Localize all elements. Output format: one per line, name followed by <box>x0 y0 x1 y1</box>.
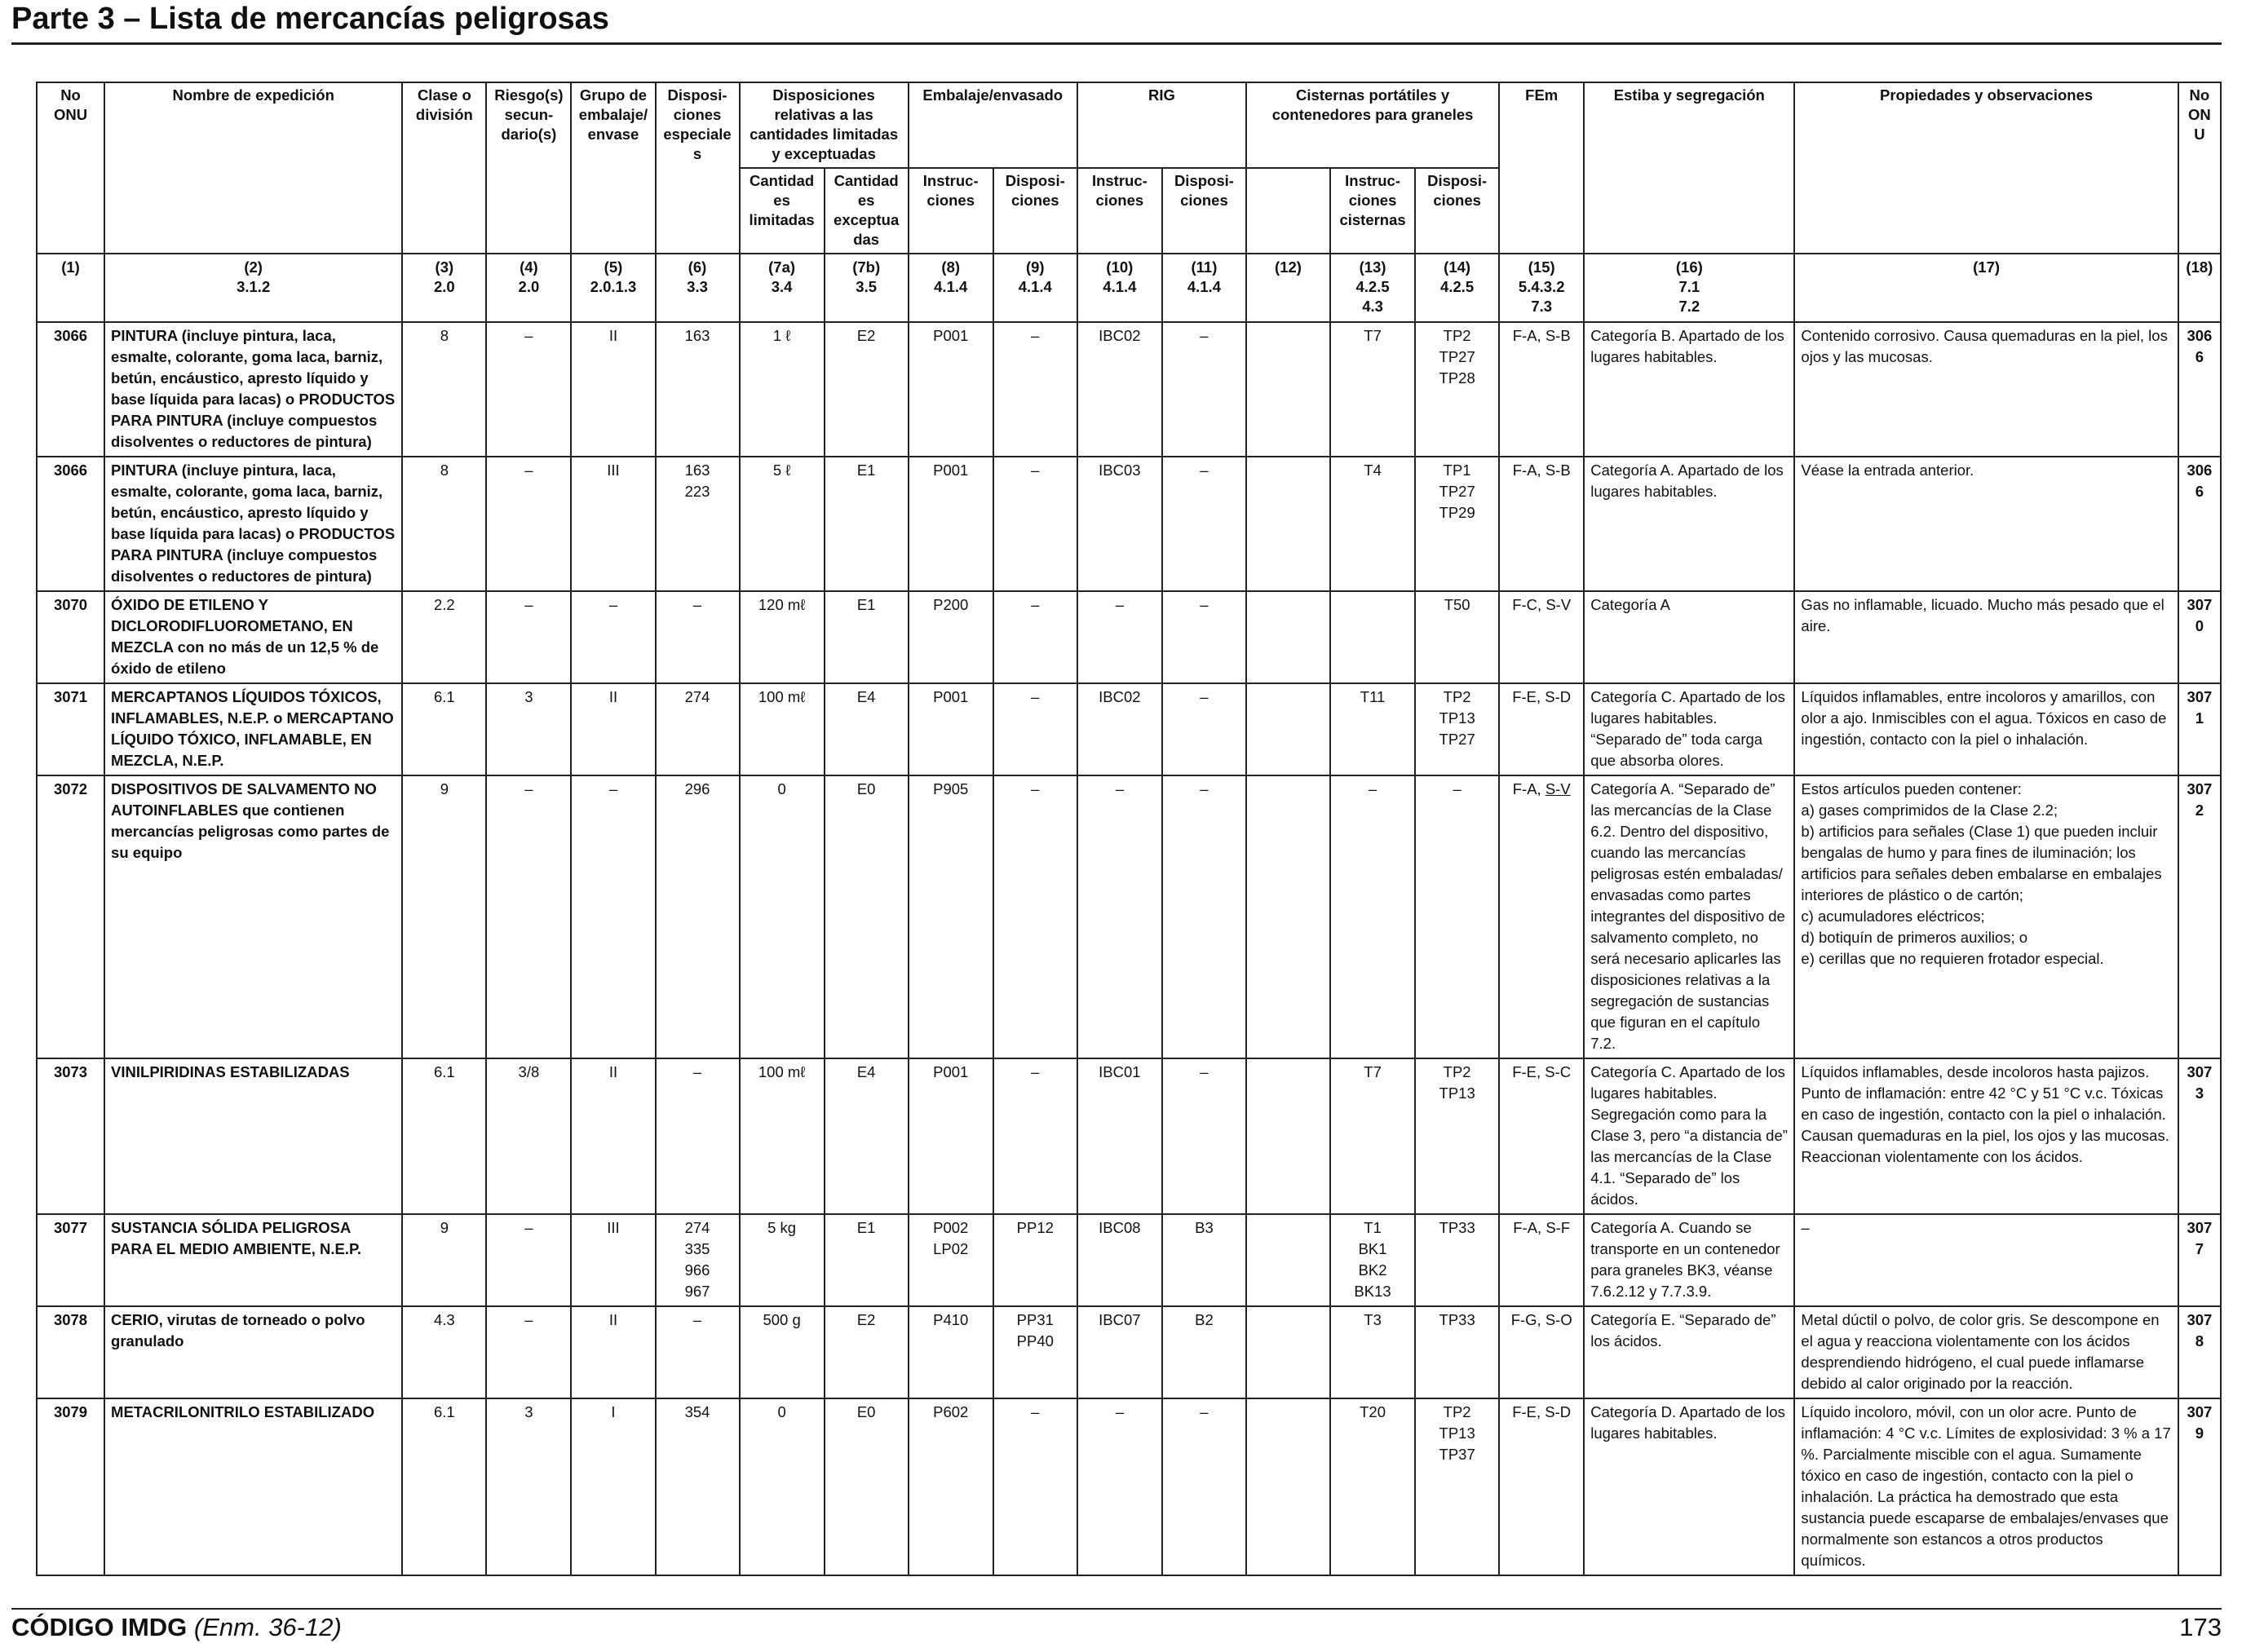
cell-col-12 <box>1246 1214 1330 1306</box>
cell-class: 9 <box>402 775 486 1058</box>
cell-class: 4.3 <box>402 1306 486 1398</box>
cell-tank-provisions: TP2 TP27 TP28 <box>1415 322 1499 457</box>
footer-code-title: CÓDIGO IMDG <box>11 1613 188 1641</box>
table-row <box>37 1398 2221 1575</box>
cell-subsidiary-risk: 3 <box>486 1398 571 1575</box>
cell-col-12 <box>1246 1398 1330 1575</box>
cell-un-number: 3066 <box>37 322 104 457</box>
cell-un-number: 3066 <box>37 457 104 591</box>
column-ref-9: (8) 4.1.4 <box>909 254 993 322</box>
table-row <box>37 1058 2221 1214</box>
header-col-12-empty <box>1246 168 1330 254</box>
cell-stowage-segregation: Categoría D. Apartado de los lugares habitables. <box>1584 1398 1794 1575</box>
cell-packing-provisions: PP12 <box>993 1214 1077 1306</box>
cell-class: 8 <box>402 457 486 591</box>
cell-stowage-segregation: Categoría C. Apartado de los lugares habitables. Segregación como para la Clase 3, pero “a distancia de” las mercancías de la Clase 4.1. “Separado de” los ácidos. <box>1584 1058 1794 1214</box>
cell-col-12 <box>1246 591 1330 683</box>
cell-packing-provisions: – <box>993 322 1077 457</box>
cell-packing-instructions: P001 <box>909 322 993 457</box>
table-row <box>37 591 2221 683</box>
cell-shipping-name: VINILPIRIDINAS ESTABILIZADAS <box>104 1058 402 1214</box>
cell-packing-group: III <box>571 457 655 591</box>
cell-packing-provisions: – <box>993 591 1077 683</box>
table-row <box>37 322 2221 457</box>
table-row <box>37 457 2221 591</box>
cell-packing-provisions: – <box>993 1398 1077 1575</box>
cell-un-number: 3078 <box>37 1306 104 1398</box>
page-title: Parte 3 – Lista de mercancías peligrosas <box>11 2 609 36</box>
cell-packing-group: II <box>571 322 655 457</box>
header-fem: FEm <box>1499 82 1584 254</box>
cell-excepted-quantity: E1 <box>825 1214 909 1306</box>
cell-packing-provisions: PP31 PP40 <box>993 1306 1077 1398</box>
cell-subsidiary-risk: – <box>486 1214 571 1306</box>
cell-packing-instructions: P602 <box>909 1398 993 1575</box>
cell-packing-group: II <box>571 1058 655 1214</box>
cell-un-number: 3070 <box>37 591 104 683</box>
table-row <box>37 1214 2221 1306</box>
column-ref-7: (7a) 3.4 <box>740 254 825 322</box>
cell-un-number-right: 3066 <box>2178 322 2221 457</box>
cell-stowage-segregation: Categoría C. Apartado de los lugares habitables. “Separado de” toda carga que absorba olores. <box>1584 683 1794 775</box>
column-ref-18: (17) <box>1794 254 2178 322</box>
cell-ibc-instructions: IBC02 <box>1077 683 1162 775</box>
cell-un-number: 3073 <box>37 1058 104 1214</box>
header-rig-disposiciones: Disposi-ciones <box>1162 168 1246 254</box>
shipping-name-proper: ÓXIDO DE ETILENO Y DICLORODIFLUOROMETANO, EN MEZCLA <box>111 596 353 656</box>
cell-un-number-right: 3077 <box>2178 1214 2221 1306</box>
cell-excepted-quantity: E4 <box>825 683 909 775</box>
title-rule <box>11 42 2222 45</box>
cell-class: 6.1 <box>402 1398 486 1575</box>
table-row <box>37 683 2221 775</box>
header-cant-limitadas: Cantidades limitadas <box>740 168 825 254</box>
header-embalaje-instrucciones: Instruc-ciones <box>909 168 993 254</box>
cell-limited-quantity: 500 g <box>740 1306 825 1398</box>
cell-un-number-right: 3066 <box>2178 457 2221 591</box>
cell-tank-instructions: T7 <box>1330 322 1415 457</box>
cell-packing-group: I <box>571 1398 655 1575</box>
cell-packing-instructions: P001 <box>909 457 993 591</box>
shipping-name-qualifier: con no más de un 12,5 % de óxido de etileno <box>111 638 379 677</box>
cell-tank-provisions: TP33 <box>1415 1306 1499 1398</box>
cell-special-provisions: – <box>656 1306 740 1398</box>
column-ref-5: (5) 2.0.1.3 <box>571 254 655 322</box>
cell-limited-quantity: 0 <box>740 1398 825 1575</box>
cell-packing-group: II <box>571 683 655 775</box>
column-ref-14: (13) 4.2.5 4.3 <box>1330 254 1415 322</box>
cell-ibc-instructions: IBC01 <box>1077 1058 1162 1214</box>
cell-tank-provisions: TP33 <box>1415 1214 1499 1306</box>
cell-shipping-name: METACRILONITRILO ESTABILIZADO <box>104 1398 402 1575</box>
cell-ibc-instructions: IBC03 <box>1077 457 1162 591</box>
cell-packing-provisions: – <box>993 683 1077 775</box>
cell-shipping-name <box>104 591 402 683</box>
cell-col-12 <box>1246 322 1330 457</box>
table-row <box>37 1306 2221 1398</box>
cell-subsidiary-risk: – <box>486 775 571 1058</box>
cell-tank-provisions: T50 <box>1415 591 1499 683</box>
shipping-name-qualifier: , virutas de torneado o polvo granulado <box>111 1311 365 1349</box>
cell-special-provisions: 274 <box>656 683 740 775</box>
cell-shipping-name: MERCAPTANOS LÍQUIDOS TÓXICOS, INFLAMABLES, N.E.P. o MERCAPTANO LÍQUIDO TÓXICO, INFLAMABLE, EN MEZCLA, N.E.P. <box>104 683 402 775</box>
cell-un-number-right: 3071 <box>2178 683 2221 775</box>
cell-packing-instructions: P905 <box>909 775 993 1058</box>
cell-tank-instructions: T11 <box>1330 683 1415 775</box>
cell-ems: F-G, S-O <box>1499 1306 1584 1398</box>
column-ref-16: (15) 5.4.3.2 7.3 <box>1499 254 1584 322</box>
cell-properties: Metal dúctil o polvo, de color gris. Se descompone en el agua y reacciona violentamente con los ácidos desprendiendo hidrógeno, el cual puede inflamarse debido al calor originado por la reacción. <box>1794 1306 2178 1398</box>
cell-col-12 <box>1246 1306 1330 1398</box>
header-clase: Clase o división <box>402 82 486 254</box>
cell-packing-group: – <box>571 591 655 683</box>
header-rig-group: RIG <box>1077 82 1246 168</box>
cell-tank-provisions: TP1 TP27 TP29 <box>1415 457 1499 591</box>
cell-limited-quantity: 5 kg <box>740 1214 825 1306</box>
footer-rule <box>11 1608 2222 1610</box>
cell-excepted-quantity: E1 <box>825 457 909 591</box>
cell-excepted-quantity: E2 <box>825 1306 909 1398</box>
cell-special-provisions: 163 223 <box>656 457 740 591</box>
cell-ems: F-A, S-F <box>1499 1214 1584 1306</box>
cell-limited-quantity: 120 mℓ <box>740 591 825 683</box>
cell-ibc-instructions: IBC02 <box>1077 322 1162 457</box>
cell-class: 8 <box>402 322 486 457</box>
column-ref-12: (11) 4.1.4 <box>1162 254 1246 322</box>
dangerous-goods-table <box>36 82 2222 1576</box>
cell-ibc-provisions: B3 <box>1162 1214 1246 1306</box>
cell-ems: F-A, S-V <box>1499 775 1584 1058</box>
cell-col-12 <box>1246 775 1330 1058</box>
cell-tank-provisions: TP2 TP13 <box>1415 1058 1499 1214</box>
header-riesgo: Riesgo(s) secun-dario(s) <box>486 82 571 254</box>
page-number: 173 <box>2179 1613 2222 1641</box>
column-ref-1: (1) <box>37 254 104 322</box>
cell-stowage-segregation: Categoría B. Apartado de los lugares habitables. <box>1584 322 1794 457</box>
cell-col-12 <box>1246 457 1330 591</box>
column-ref-13: (12) <box>1246 254 1330 322</box>
cell-subsidiary-risk: 3 <box>486 683 571 775</box>
cell-properties: Líquido incoloro, móvil, con un olor acre. Punto de inflamación: 4 °C v.c. Límites de explosividad: 3 % a 17 %. Parcialmente miscible con el agua. Sumamente tóxico en caso de ingestión, contacto con la piel o inhalación. La práctica ha demostrado que esta sustancia puede escaparse de embalajes/envases que normalmente son estancos a otros productos químicos. <box>1794 1398 2178 1575</box>
column-ref-17: (16) 7.1 7.2 <box>1584 254 1794 322</box>
cell-subsidiary-risk: – <box>486 591 571 683</box>
cell-properties: Líquidos inflamables, entre incoloros y amarillos, con olor a ajo. Inmiscibles con el agua. Tóxicos en caso de ingestión, contacto con la piel o inhalación. <box>1794 683 2178 775</box>
header-propiedades: Propiedades y observaciones <box>1794 82 2178 254</box>
cell-properties: Líquidos inflamables, desde incoloros hasta pajizos. Punto de inflamación: entre 42 °C y 51 °C v.c. Tóxicas en caso de ingestión, contacto con la piel o inhalación. Causan quemaduras en la piel, los ojos y las mucosas. Reaccionan violentamente con los ácidos. <box>1794 1058 2178 1214</box>
footer-amendment: (Enm. 36-12) <box>193 1613 342 1641</box>
cell-ems: F-A, S-B <box>1499 322 1584 457</box>
cell-special-provisions: 274 335 966 967 <box>656 1214 740 1306</box>
cell-limited-quantity: 100 mℓ <box>740 1058 825 1214</box>
cell-un-number-right: 3072 <box>2178 775 2221 1058</box>
column-reference-row <box>37 254 2221 322</box>
cell-un-number-right: 3078 <box>2178 1306 2221 1398</box>
cell-shipping-name: SUSTANCIA SÓLIDA PELIGROSA PARA EL MEDIO AMBIENTE, N.E.P. <box>104 1214 402 1306</box>
header-grupo: Grupo de embalaje/ envase <box>571 82 655 254</box>
cell-tank-provisions: TP2 TP13 TP37 <box>1415 1398 1499 1575</box>
cell-ems: F-E, S-C <box>1499 1058 1584 1214</box>
cell-ibc-provisions: – <box>1162 775 1246 1058</box>
cell-limited-quantity: 1 ℓ <box>740 322 825 457</box>
cell-packing-provisions: – <box>993 775 1077 1058</box>
cell-packing-group: – <box>571 775 655 1058</box>
cell-stowage-segregation: Categoría A <box>1584 591 1794 683</box>
column-ref-4: (4) 2.0 <box>486 254 571 322</box>
header-instr-cisternas: Instruc-ciones cisternas <box>1330 168 1415 254</box>
cell-ibc-instructions: – <box>1077 1398 1162 1575</box>
cell-ibc-provisions: B2 <box>1162 1306 1246 1398</box>
cell-subsidiary-risk: – <box>486 457 571 591</box>
ems-spillage-code: S-V <box>1545 780 1571 797</box>
cell-packing-instructions: P410 <box>909 1306 993 1398</box>
cell-ibc-provisions: – <box>1162 1058 1246 1214</box>
cell-ibc-provisions: – <box>1162 683 1246 775</box>
cell-limited-quantity: 5 ℓ <box>740 457 825 591</box>
cell-packing-group: II <box>571 1306 655 1398</box>
cell-ems: F-E, S-D <box>1499 683 1584 775</box>
cell-packing-instructions: P001 <box>909 1058 993 1214</box>
header-estiba: Estiba y segregación <box>1584 82 1794 254</box>
cell-tank-instructions: T20 <box>1330 1398 1415 1575</box>
cell-class: 2.2 <box>402 591 486 683</box>
cell-stowage-segregation: Categoría A. “Separado de” las mercancías de la Clase 6.2. Dentro del dispositivo, cuando las mercancías peligrosas estén embaladas/ envasadas como partes integrantes del dispositivo de salvamento completo, no será necesario aplicarles las disposiciones relativas a la segregación de sustancias que figuran en el capítulo 7.2. <box>1584 775 1794 1058</box>
cell-un-number-right: 3079 <box>2178 1398 2221 1575</box>
cell-un-number: 3079 <box>37 1398 104 1575</box>
cell-stowage-segregation: Categoría E. “Separado de” los ácidos. <box>1584 1306 1794 1398</box>
cell-special-provisions: 296 <box>656 775 740 1058</box>
cell-tank-provisions: – <box>1415 775 1499 1058</box>
shipping-name-proper: DISPOSITIVOS DE SALVAMENTO NO AUTOINFLABLES <box>111 780 377 819</box>
cell-excepted-quantity: E4 <box>825 1058 909 1214</box>
cell-limited-quantity: 0 <box>740 775 825 1058</box>
cell-class: 9 <box>402 1214 486 1306</box>
header-embalaje-disposiciones: Disposi-ciones <box>993 168 1077 254</box>
cell-excepted-quantity: E1 <box>825 591 909 683</box>
cell-special-provisions: 163 <box>656 322 740 457</box>
cell-col-12 <box>1246 1058 1330 1214</box>
cell-packing-instructions: P200 <box>909 591 993 683</box>
cell-ibc-provisions: – <box>1162 322 1246 457</box>
cell-ibc-instructions: – <box>1077 591 1162 683</box>
cell-ems: F-A, S-B <box>1499 457 1584 591</box>
cell-un-number-right: 3070 <box>2178 591 2221 683</box>
cell-un-number-right: 3073 <box>2178 1058 2221 1214</box>
cell-tank-instructions: T3 <box>1330 1306 1415 1398</box>
cell-shipping-name: PINTURA (incluye pintura, laca, esmalte, colorante, goma laca, barniz, betún, encáustico, apresto líquido y base líquida para lacas) o PRODUCTOS PARA PINTURA (incluye compuestos disolventes o reductores de pintura) <box>104 457 402 591</box>
cell-excepted-quantity: E2 <box>825 322 909 457</box>
column-ref-11: (10) 4.1.4 <box>1077 254 1162 322</box>
cell-ibc-provisions: – <box>1162 591 1246 683</box>
cell-ibc-instructions: – <box>1077 775 1162 1058</box>
table-body <box>37 322 2221 1575</box>
cell-ems: F-E, S-D <box>1499 1398 1584 1575</box>
cell-stowage-segregation: Categoría A. Cuando se transporte en un contenedor para graneles BK3, véanse 7.6.2.12 y 7.7.3.9. <box>1584 1214 1794 1306</box>
cell-properties: Contenido corrosivo. Causa quemaduras en la piel, los ojos y las mucosas. <box>1794 322 2178 457</box>
cell-packing-instructions: P002 LP02 <box>909 1214 993 1306</box>
cell-properties: Estos artículos pueden contener: a) gases comprimidos de la Clase 2.2; b) artificios para señales (Clase 1) que pueden incluir bengalas de humo y para fines de iluminación; los artificios para señales deben embalarse en embalajes interiores de plástico o de cartón; c) acumuladores eléctricos; d) botiquín de primeros auxilios; o e) cerillas que no requieren frotador especial. <box>1794 775 2178 1058</box>
cell-packing-group: III <box>571 1214 655 1306</box>
column-ref-15: (14) 4.2.5 <box>1415 254 1499 322</box>
cell-tank-provisions: TP2 TP13 TP27 <box>1415 683 1499 775</box>
cell-limited-quantity: 100 mℓ <box>740 683 825 775</box>
cell-excepted-quantity: E0 <box>825 775 909 1058</box>
header-no-onu-right: No ONU <box>2178 82 2221 254</box>
cell-packing-instructions: P001 <box>909 683 993 775</box>
cell-subsidiary-risk: – <box>486 322 571 457</box>
cell-packing-provisions: – <box>993 457 1077 591</box>
cell-un-number: 3077 <box>37 1214 104 1306</box>
cell-excepted-quantity: E0 <box>825 1398 909 1575</box>
cell-properties: Gas no inflamable, licuado. Mucho más pesado que el aire. <box>1794 591 2178 683</box>
cell-properties: Véase la entrada anterior. <box>1794 457 2178 591</box>
cell-subsidiary-risk: – <box>486 1306 571 1398</box>
cell-shipping-name: PINTURA (incluye pintura, laca, esmalte, colorante, goma laca, barniz, betún, encáustico, apresto líquido y base líquida para lacas) o PRODUCTOS PARA PINTURA (incluye compuestos disolventes o reductores de pintura) <box>104 322 402 457</box>
cell-ems: F-C, S-V <box>1499 591 1584 683</box>
cell-tank-instructions: T1 BK1 BK2 BK13 <box>1330 1214 1415 1306</box>
cell-ibc-provisions: – <box>1162 1398 1246 1575</box>
column-ref-3: (3) 2.0 <box>402 254 486 322</box>
header-cisternas-disposiciones: Disposi-ciones <box>1415 168 1499 254</box>
header-nombre: Nombre de expedición <box>104 82 402 254</box>
cell-ibc-instructions: IBC07 <box>1077 1306 1162 1398</box>
cell-subsidiary-risk: 3/8 <box>486 1058 571 1214</box>
table-row <box>37 775 2221 1058</box>
cell-properties: – <box>1794 1214 2178 1306</box>
header-disp-especiales: Disposi-ciones especiales <box>656 82 740 254</box>
footer-code <box>11 1613 342 1642</box>
cell-ibc-provisions: – <box>1162 457 1246 591</box>
column-ref-19: (18) <box>2178 254 2221 322</box>
header-row-1 <box>37 82 2221 168</box>
column-ref-6: (6) 3.3 <box>656 254 740 322</box>
header-cisternas-group: Cisternas portátiles y contenedores para graneles <box>1246 82 1499 168</box>
header-rig-instrucciones: Instruc-ciones <box>1077 168 1162 254</box>
column-ref-2: (2) 3.1.2 <box>104 254 402 322</box>
cell-shipping-name <box>104 1306 402 1398</box>
cell-tank-instructions: – <box>1330 775 1415 1058</box>
cell-shipping-name <box>104 775 402 1058</box>
column-ref-10: (9) 4.1.4 <box>993 254 1077 322</box>
header-cant-exceptuadas: Cantidades exceptuadas <box>825 168 909 254</box>
header-embalaje-group: Embalaje/envasado <box>909 82 1077 168</box>
cell-special-provisions: 354 <box>656 1398 740 1575</box>
cell-col-12 <box>1246 683 1330 775</box>
cell-class: 6.1 <box>402 1058 486 1214</box>
cell-tank-instructions <box>1330 591 1415 683</box>
cell-stowage-segregation: Categoría A. Apartado de los lugares habitables. <box>1584 457 1794 591</box>
cell-class: 6.1 <box>402 683 486 775</box>
cell-ibc-instructions: IBC08 <box>1077 1214 1162 1306</box>
cell-special-provisions: – <box>656 1058 740 1214</box>
shipping-name-proper: CERIO <box>111 1311 159 1328</box>
cell-packing-provisions: – <box>993 1058 1077 1214</box>
column-ref-8: (7b) 3.5 <box>825 254 909 322</box>
cell-un-number: 3072 <box>37 775 104 1058</box>
cell-tank-instructions: T4 <box>1330 457 1415 591</box>
cell-un-number: 3071 <box>37 683 104 775</box>
cell-tank-instructions: T7 <box>1330 1058 1415 1214</box>
shipping-name-qualifier: que contienen mercancías peligrosas como partes de su equipo <box>111 802 390 861</box>
header-cantidades-group: Disposiciones relativas a las cantidades limitadas y exceptuadas <box>740 82 909 168</box>
header-no-onu: No ONU <box>37 82 104 254</box>
cell-special-provisions: – <box>656 591 740 683</box>
